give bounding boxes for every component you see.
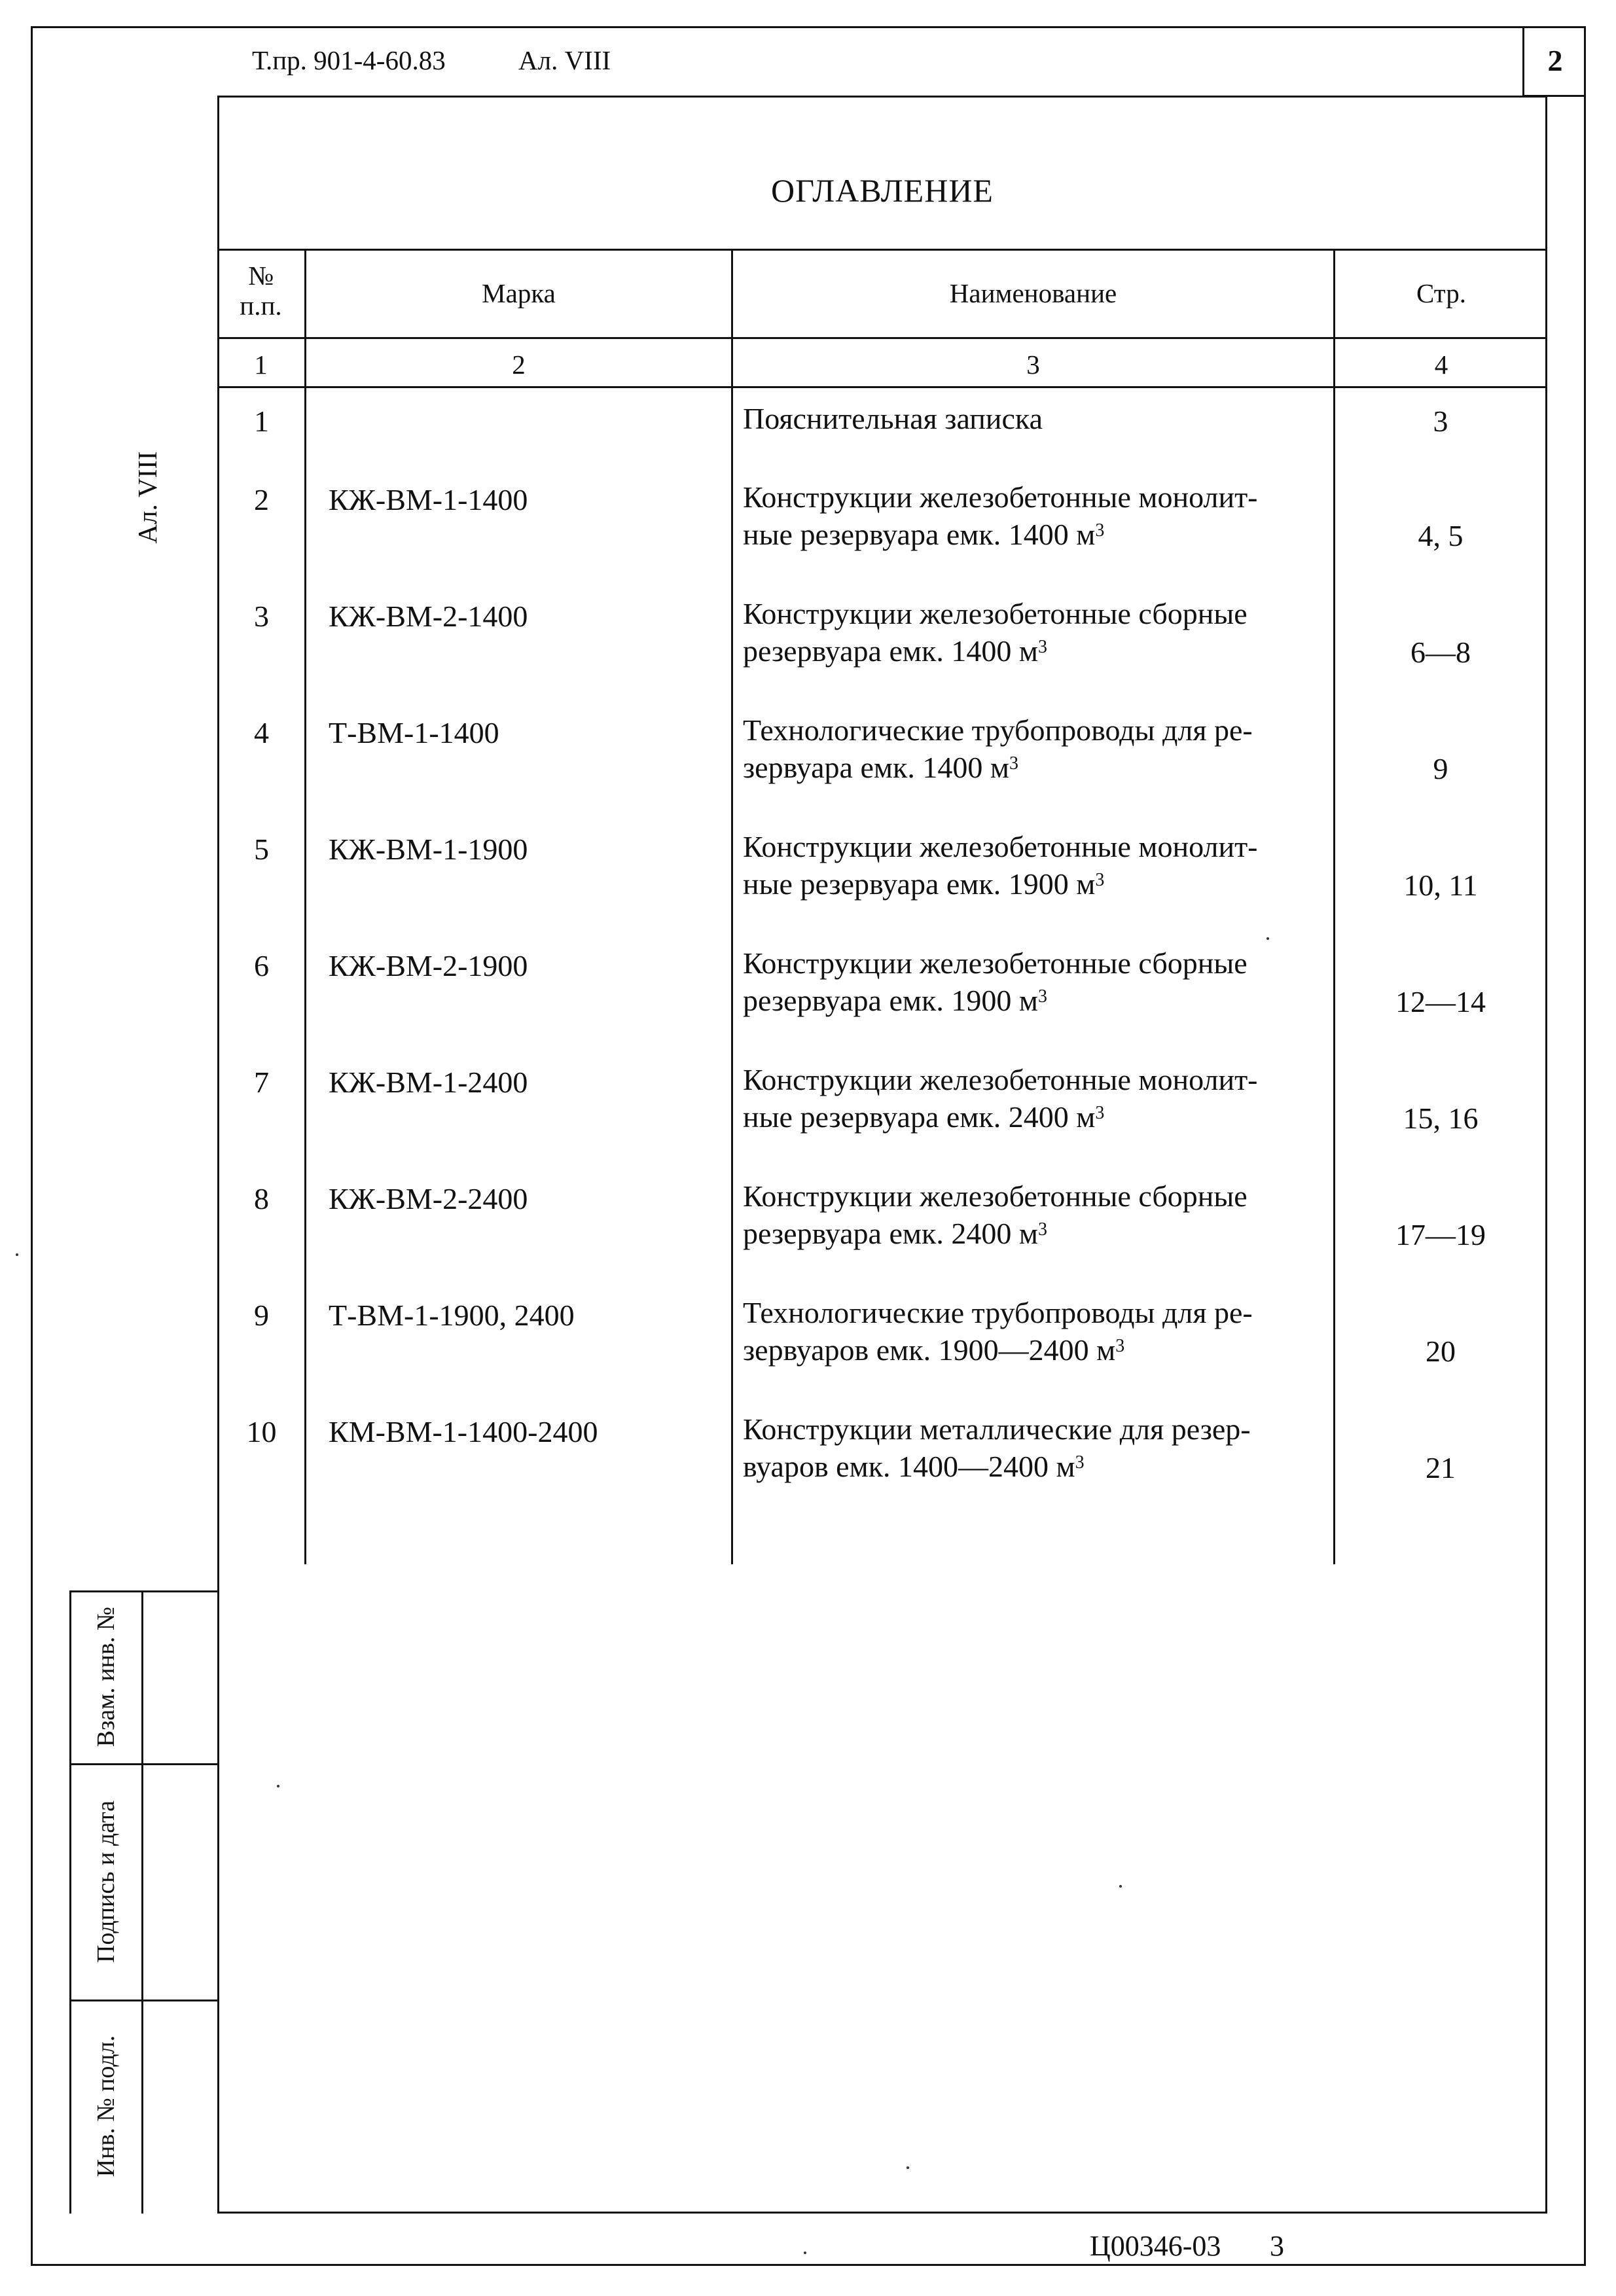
stamp-vzam-label: Взам. инв. № <box>92 1606 120 1748</box>
row-name-text: Конструкции железобетонные сборные <box>743 1179 1248 1213</box>
row-name-line <box>743 400 1332 437</box>
album-label: Ал. VIII <box>518 45 611 75</box>
row-mark: КЖ-ВМ-1-1400 <box>329 483 528 516</box>
column-number: 2 <box>512 350 526 380</box>
page-number: 2 <box>1522 26 1586 97</box>
row-name-line <box>743 865 1332 903</box>
row-name-line <box>743 595 1332 632</box>
column-divider <box>304 249 306 1564</box>
row-name <box>743 1294 1332 1369</box>
row-page: 21 <box>1426 1451 1456 1484</box>
row-name-line <box>743 1215 1332 1252</box>
row-mark: КЖ-ВМ-1-1900 <box>329 833 528 866</box>
row-number: 8 <box>254 1182 269 1215</box>
row-name-text: Пояснительная записка <box>743 402 1043 435</box>
row-name <box>743 1177 1332 1252</box>
row-page: 9 <box>1433 752 1448 785</box>
row-name-text: зервуара емк. 1400 м <box>743 751 1009 784</box>
row-name-line <box>743 1331 1332 1369</box>
row-name-line <box>743 1098 1332 1136</box>
row-name-text: Конструкции железобетонные монолит- <box>743 1063 1258 1096</box>
row-name-text: Технологические трубопроводы для ре- <box>743 1296 1253 1329</box>
stamp-divider <box>69 2000 217 2001</box>
unit-superscript: 3 <box>1075 1452 1085 1473</box>
column-number: 3 <box>1026 350 1040 380</box>
stamp-divider <box>69 1763 217 1765</box>
row-number: 6 <box>254 949 269 982</box>
footer-code: Ц00346-03 <box>1090 2230 1221 2262</box>
scan-speck <box>804 2251 806 2254</box>
column-divider <box>731 249 733 1564</box>
row-page: 10, 11 <box>1403 869 1478 902</box>
row-name <box>743 1061 1332 1136</box>
row-name-line <box>743 749 1332 786</box>
row-page: 6—8 <box>1410 636 1471 669</box>
stamp-podpis-label: Подпись и дата <box>92 1800 120 1964</box>
row-number: 2 <box>254 483 269 516</box>
column-number: 4 <box>1434 350 1448 380</box>
row-name-text: ные резервуара емк. 2400 м <box>743 1100 1096 1134</box>
scan-speck <box>277 1785 279 1787</box>
row-name-line <box>743 982 1332 1019</box>
row-name <box>743 711 1332 786</box>
document-code: Т.пр. 901-4-60.83 <box>252 45 446 75</box>
row-name <box>743 478 1332 553</box>
row-name-text: зервуаров емк. 1900—2400 м <box>743 1333 1116 1367</box>
scan-speck <box>16 1253 18 1256</box>
row-name-text: вуаров емк. 1400—2400 м <box>743 1450 1075 1483</box>
row-name-line <box>743 1177 1332 1215</box>
stamp-divider <box>141 1590 143 2214</box>
header-name: Наименование <box>949 278 1117 308</box>
row-name-text: резервуара емк. 1400 м <box>743 634 1038 668</box>
row-page: 15, 16 <box>1403 1102 1479 1135</box>
header-mark: Марка <box>482 278 556 308</box>
scan-speck <box>907 2166 909 2169</box>
row-number: 3 <box>254 600 269 633</box>
table-top-line <box>217 249 1547 251</box>
stamp-inv-label: Инв. № подл. <box>92 2035 120 2178</box>
row-name <box>743 595 1332 670</box>
row-name-line <box>743 944 1332 982</box>
row-name <box>743 944 1332 1019</box>
scan-speck <box>1119 1885 1122 1888</box>
row-mark: КЖ-ВМ-2-1400 <box>329 600 528 633</box>
footer-page: 3 <box>1270 2230 1284 2262</box>
row-mark: КЖ-ВМ-2-1900 <box>329 949 528 982</box>
row-name-text: Технологические трубопроводы для ре- <box>743 713 1253 747</box>
scan-speck <box>1266 937 1269 940</box>
row-mark: КЖ-ВМ-1-2400 <box>329 1066 528 1099</box>
row-name-line <box>743 516 1332 553</box>
header-page: Стр. <box>1416 278 1466 308</box>
row-number: 4 <box>254 716 269 749</box>
row-name-text: ные резервуара емк. 1400 м <box>743 518 1096 551</box>
unit-superscript: 3 <box>1095 1103 1105 1123</box>
row-name-text: ные резервуара емк. 1900 м <box>743 867 1096 901</box>
row-name-text: Конструкции железобетонные сборные <box>743 597 1248 630</box>
header-num: № п.п. <box>240 260 282 321</box>
row-page: 3 <box>1433 404 1448 438</box>
row-name-text: Конструкции металлические для резер- <box>743 1412 1251 1446</box>
row-name-text: резервуара емк. 1900 м <box>743 984 1038 1017</box>
unit-superscript: 3 <box>1095 870 1105 890</box>
page-title: ОГЛАВЛЕНИЕ <box>771 172 994 209</box>
row-mark: КЖ-ВМ-2-2400 <box>329 1182 528 1215</box>
column-number: 1 <box>254 350 268 380</box>
colnum-bottom-line <box>217 386 1547 388</box>
row-name-text: резервуара емк. 2400 м <box>743 1217 1038 1250</box>
row-number: 5 <box>254 833 269 866</box>
unit-superscript: 3 <box>1037 1219 1047 1240</box>
row-number: 10 <box>246 1415 277 1448</box>
row-name <box>743 400 1332 437</box>
row-name-line <box>743 711 1332 749</box>
side-album-label: Ал. VIII <box>132 451 162 544</box>
row-number: 7 <box>254 1066 269 1099</box>
row-mark: Т-ВМ-1-1900, 2400 <box>329 1299 575 1332</box>
row-page: 12—14 <box>1395 985 1486 1018</box>
row-mark: КМ-ВМ-1-1400-2400 <box>329 1415 598 1448</box>
row-number: 9 <box>254 1299 269 1332</box>
unit-superscript: 3 <box>1037 986 1047 1007</box>
unit-superscript: 3 <box>1009 753 1018 774</box>
row-name-text: Конструкции железобетонные сборные <box>743 946 1248 980</box>
row-name <box>743 1410 1332 1485</box>
row-name-line <box>743 1410 1332 1448</box>
row-name-line <box>743 478 1332 516</box>
row-name-line <box>743 1061 1332 1098</box>
unit-superscript: 3 <box>1115 1336 1125 1356</box>
unit-superscript: 3 <box>1037 637 1047 657</box>
row-name-line <box>743 1448 1332 1485</box>
row-name-line <box>743 1294 1332 1331</box>
unit-superscript: 3 <box>1095 520 1105 541</box>
header-bottom-line <box>217 337 1547 339</box>
row-page: 4, 5 <box>1418 519 1463 552</box>
row-name-text: Конструкции железобетонные монолит- <box>743 830 1258 863</box>
row-mark: Т-ВМ-1-1400 <box>329 716 499 749</box>
row-name-text: Конструкции железобетонные монолит- <box>743 480 1258 514</box>
row-name-line <box>743 828 1332 865</box>
row-name-line <box>743 632 1332 670</box>
row-name <box>743 828 1332 903</box>
row-page: 17—19 <box>1395 1218 1486 1251</box>
row-page: 20 <box>1426 1335 1456 1368</box>
row-number: 1 <box>254 404 269 438</box>
